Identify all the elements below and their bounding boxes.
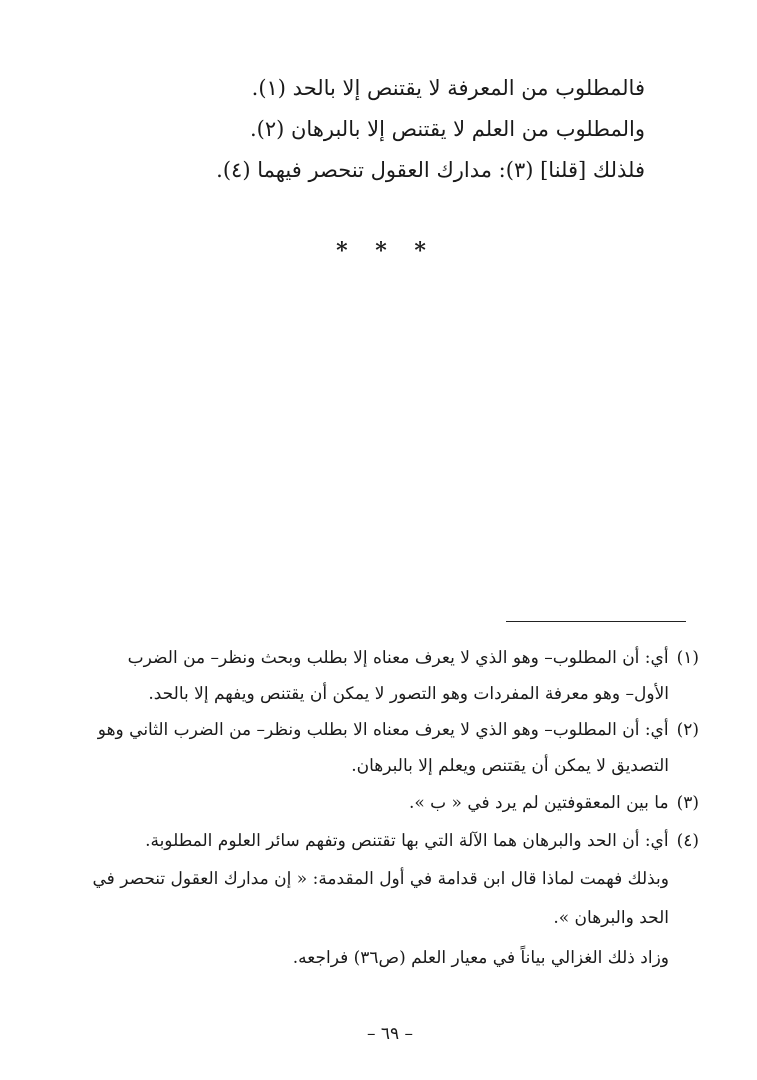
main-text-line-2: والمطلوب من العلم لا يقتنص إلا بالبرهان (٢). <box>249 117 645 141</box>
footnote-1-line-2: الأول– وهو معرفة المفردات وهو التصور لا يمكن أن يقتنص ويفهم إلا بالحد. <box>148 684 669 704</box>
footnote-4-number: (٤) <box>676 831 699 851</box>
footnote-1-text: أي: أن المطلوب– وهو الذي لا يعرف معناه إلا بطلب وبحث ونظر– من الضرب <box>127 648 669 668</box>
footnote-2-line-2: التصديق لا يمكن أن يقتنص ويعلم إلا بالبرهان. <box>351 756 669 776</box>
footnote-1-line-1 <box>99 650 699 667</box>
footnote-4-line-2: وبذلك فهمت لماذا قال ابن قدامة في أول المقدمة: « إن مدارك العقول تنحصر في <box>92 869 669 889</box>
footnote-3-line-1 <box>409 795 699 812</box>
section-separator: * * * <box>336 238 436 264</box>
footnote-2-line-1 <box>99 722 699 739</box>
footnote-4-text: أي: أن الحد والبرهان هما الآلة التي بها تقتنص وتفهم سائر العلوم المطلوبة. <box>145 831 669 851</box>
footnote-3-text: ما بين المعقوفتين لم يرد في « ب ». <box>408 793 669 813</box>
main-text-line-3: فلذلك [قلنا] (٣): مدارك العقول تنحصر فيهما (٤). <box>216 158 645 182</box>
footnote-4-line-4: وزاد ذلك الغزالي بياناً في معيار العلم (ص٣٦) فراجعه. <box>292 948 669 968</box>
main-text-line-1: فالمطلوب من المعرفة لا يقتنص إلا بالحد (١). <box>251 76 645 100</box>
footnote-2-text: أي: أن المطلوب– وهو الذي لا يعرف معناه الا بطلب ونظر– من الضرب الثاني وهو <box>97 720 669 740</box>
footnote-1-number: (١) <box>676 648 699 668</box>
footnote-4-line-1 <box>145 833 699 850</box>
footnote-rule <box>506 621 686 622</box>
page-number: – ٦٩ – <box>366 1024 414 1044</box>
footnote-3-number: (٣) <box>676 793 699 813</box>
footnote-4-line-3: الحد والبرهان ». <box>553 908 669 928</box>
footnote-2-number: (٢) <box>676 720 699 740</box>
